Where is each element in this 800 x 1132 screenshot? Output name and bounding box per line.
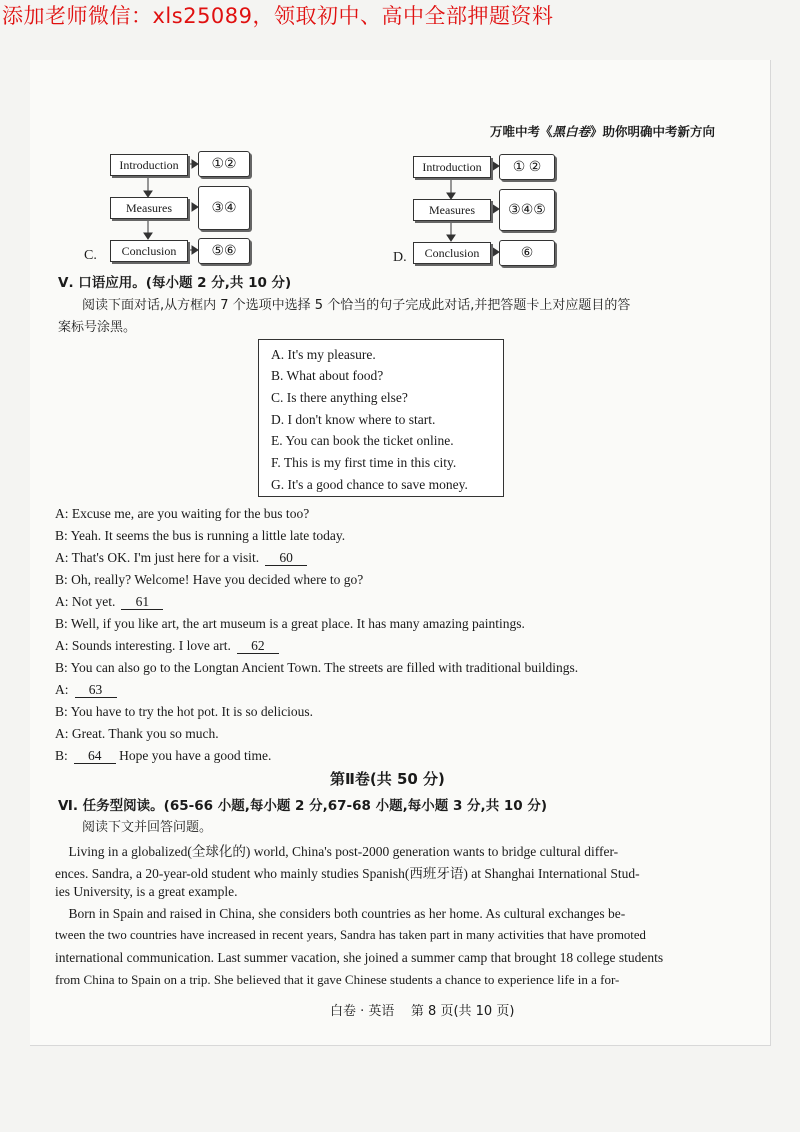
option-e: E. You can book the ticket online. — [271, 433, 454, 448]
diagram-c-letter: C. — [84, 248, 97, 263]
blank-63: 63 — [75, 683, 117, 698]
dialogue-line: A: Sounds interesting. I love art. 62 — [55, 638, 279, 654]
section5-title: Ⅴ. 口语应用。(每小题 2 分,共 10 分) — [58, 275, 292, 291]
diagram-d-nums-measures: ③④⑤ — [499, 189, 555, 231]
diagram-d-step-intro: Introduction — [413, 156, 491, 178]
promo-banner: 添加老师微信：xls25089，领取初中、高中全部押题资料 — [2, 4, 554, 28]
diagram-d-step-measures: Measures — [413, 199, 491, 221]
diagram-d-step-conclusion: Conclusion — [413, 242, 491, 264]
dialogue-line: A: Not yet. 61 — [55, 594, 163, 610]
blank-60: 60 — [265, 551, 307, 566]
diagram-c-step-intro: Introduction — [110, 154, 188, 176]
diagram-c-nums-measures: ③④ — [198, 186, 250, 230]
page-footer: 白卷 · 英语 第 8 页(共 10 页) — [330, 1004, 515, 1019]
diagram-c-nums-conclusion: ⑤⑥ — [198, 238, 250, 264]
dialogue-line: A: 63 — [55, 682, 117, 698]
passage-line: tween the two countries have increased in recent years, Sandra has taken part in many activities that have promoted — [55, 928, 646, 942]
section6-instruction: 阅读下文并回答问题。 — [82, 820, 213, 835]
diagram-d-nums-intro: ① ② — [499, 154, 555, 180]
dialogue-line: B: You have to try the hot pot. It is so delicious. — [55, 704, 313, 719]
option-b: B. What about food? — [271, 368, 384, 383]
passage-line: from China to Spain on a trip. She believed that it gave Chinese students a chance to experience life in a for- — [55, 972, 620, 987]
diagram-d-letter: D. — [393, 250, 407, 265]
option-c: C. Is there anything else? — [271, 390, 408, 405]
dialogue-line: B: 64 Hope you have a good time. — [55, 748, 272, 763]
section6-title: Ⅵ. 任务型阅读。(65-66 小题,每小题 2 分,67-68 小题,每小题 3 分,共 10 分) — [58, 798, 548, 814]
passage-line: international communication. Last summer vacation, she joined a summer camp that brought 18 college students — [55, 950, 664, 965]
diagram-c-nums-intro: ①② — [198, 151, 250, 177]
option-g: G. It's a good chance to save money. — [271, 477, 468, 492]
option-d: D. I don't know where to start. — [271, 412, 436, 427]
dialogue-line: B: Oh, really? Welcome! Have you decided where to go? — [55, 572, 364, 587]
dialogue-line: B: Yeah. It seems the bus is running a little late today. — [55, 528, 346, 543]
passage-line: Born in Spain and raised in China, she considers both countries as her home. As cultural exchanges be- — [55, 906, 626, 921]
blank-62: 62 — [237, 639, 279, 654]
dialogue-line: A: That's OK. I'm just here for a visit. 60 — [55, 550, 307, 566]
dialogue-line: A: Excuse me, are you waiting for the bus too? — [55, 506, 310, 521]
section5-instruction-1: 阅读下面对话,从方框内 7 个选项中选择 5 个恰当的句子完成此对话,并把答题卡上对应题目的答 — [82, 298, 631, 313]
passage-line: Living in a globalized(全球化的) world, China's post-2000 generation wants to bridge cultural differ- — [55, 844, 619, 859]
passage-line: ies University, is a great example. — [55, 884, 238, 899]
blank-61: 61 — [121, 595, 163, 610]
section5-instruction-2: 案标号涂黑。 — [58, 320, 137, 335]
option-a: A. It's my pleasure. — [271, 347, 376, 362]
options-box — [258, 339, 504, 497]
option-f: F. This is my first time in this city. — [271, 455, 457, 470]
blank-64: 64 — [74, 749, 116, 764]
dialogue-line: B: Well, if you like art, the art museum is a great place. It has many amazing paintings. — [55, 616, 525, 631]
dialogue-line: B: You can also go to the Longtan Ancient Town. The streets are filled with traditional buildings. — [55, 660, 579, 675]
diagram-c-step-measures: Measures — [110, 197, 188, 219]
diagram-d-nums-conclusion: ⑥ — [499, 240, 555, 266]
part2-title: 第Ⅱ卷(共 50 分) — [330, 770, 445, 788]
dialogue-line: A: Great. Thank you so much. — [55, 726, 219, 741]
page-header: 万唯中考《黑白卷》助你明确中考新方向 — [490, 124, 716, 139]
passage-line: ences. Sandra, a 20-year-old student who mainly studies Spanish(西班牙语) at Shanghai International Stud- — [55, 866, 640, 881]
diagram-c-step-conclusion: Conclusion — [110, 240, 188, 262]
